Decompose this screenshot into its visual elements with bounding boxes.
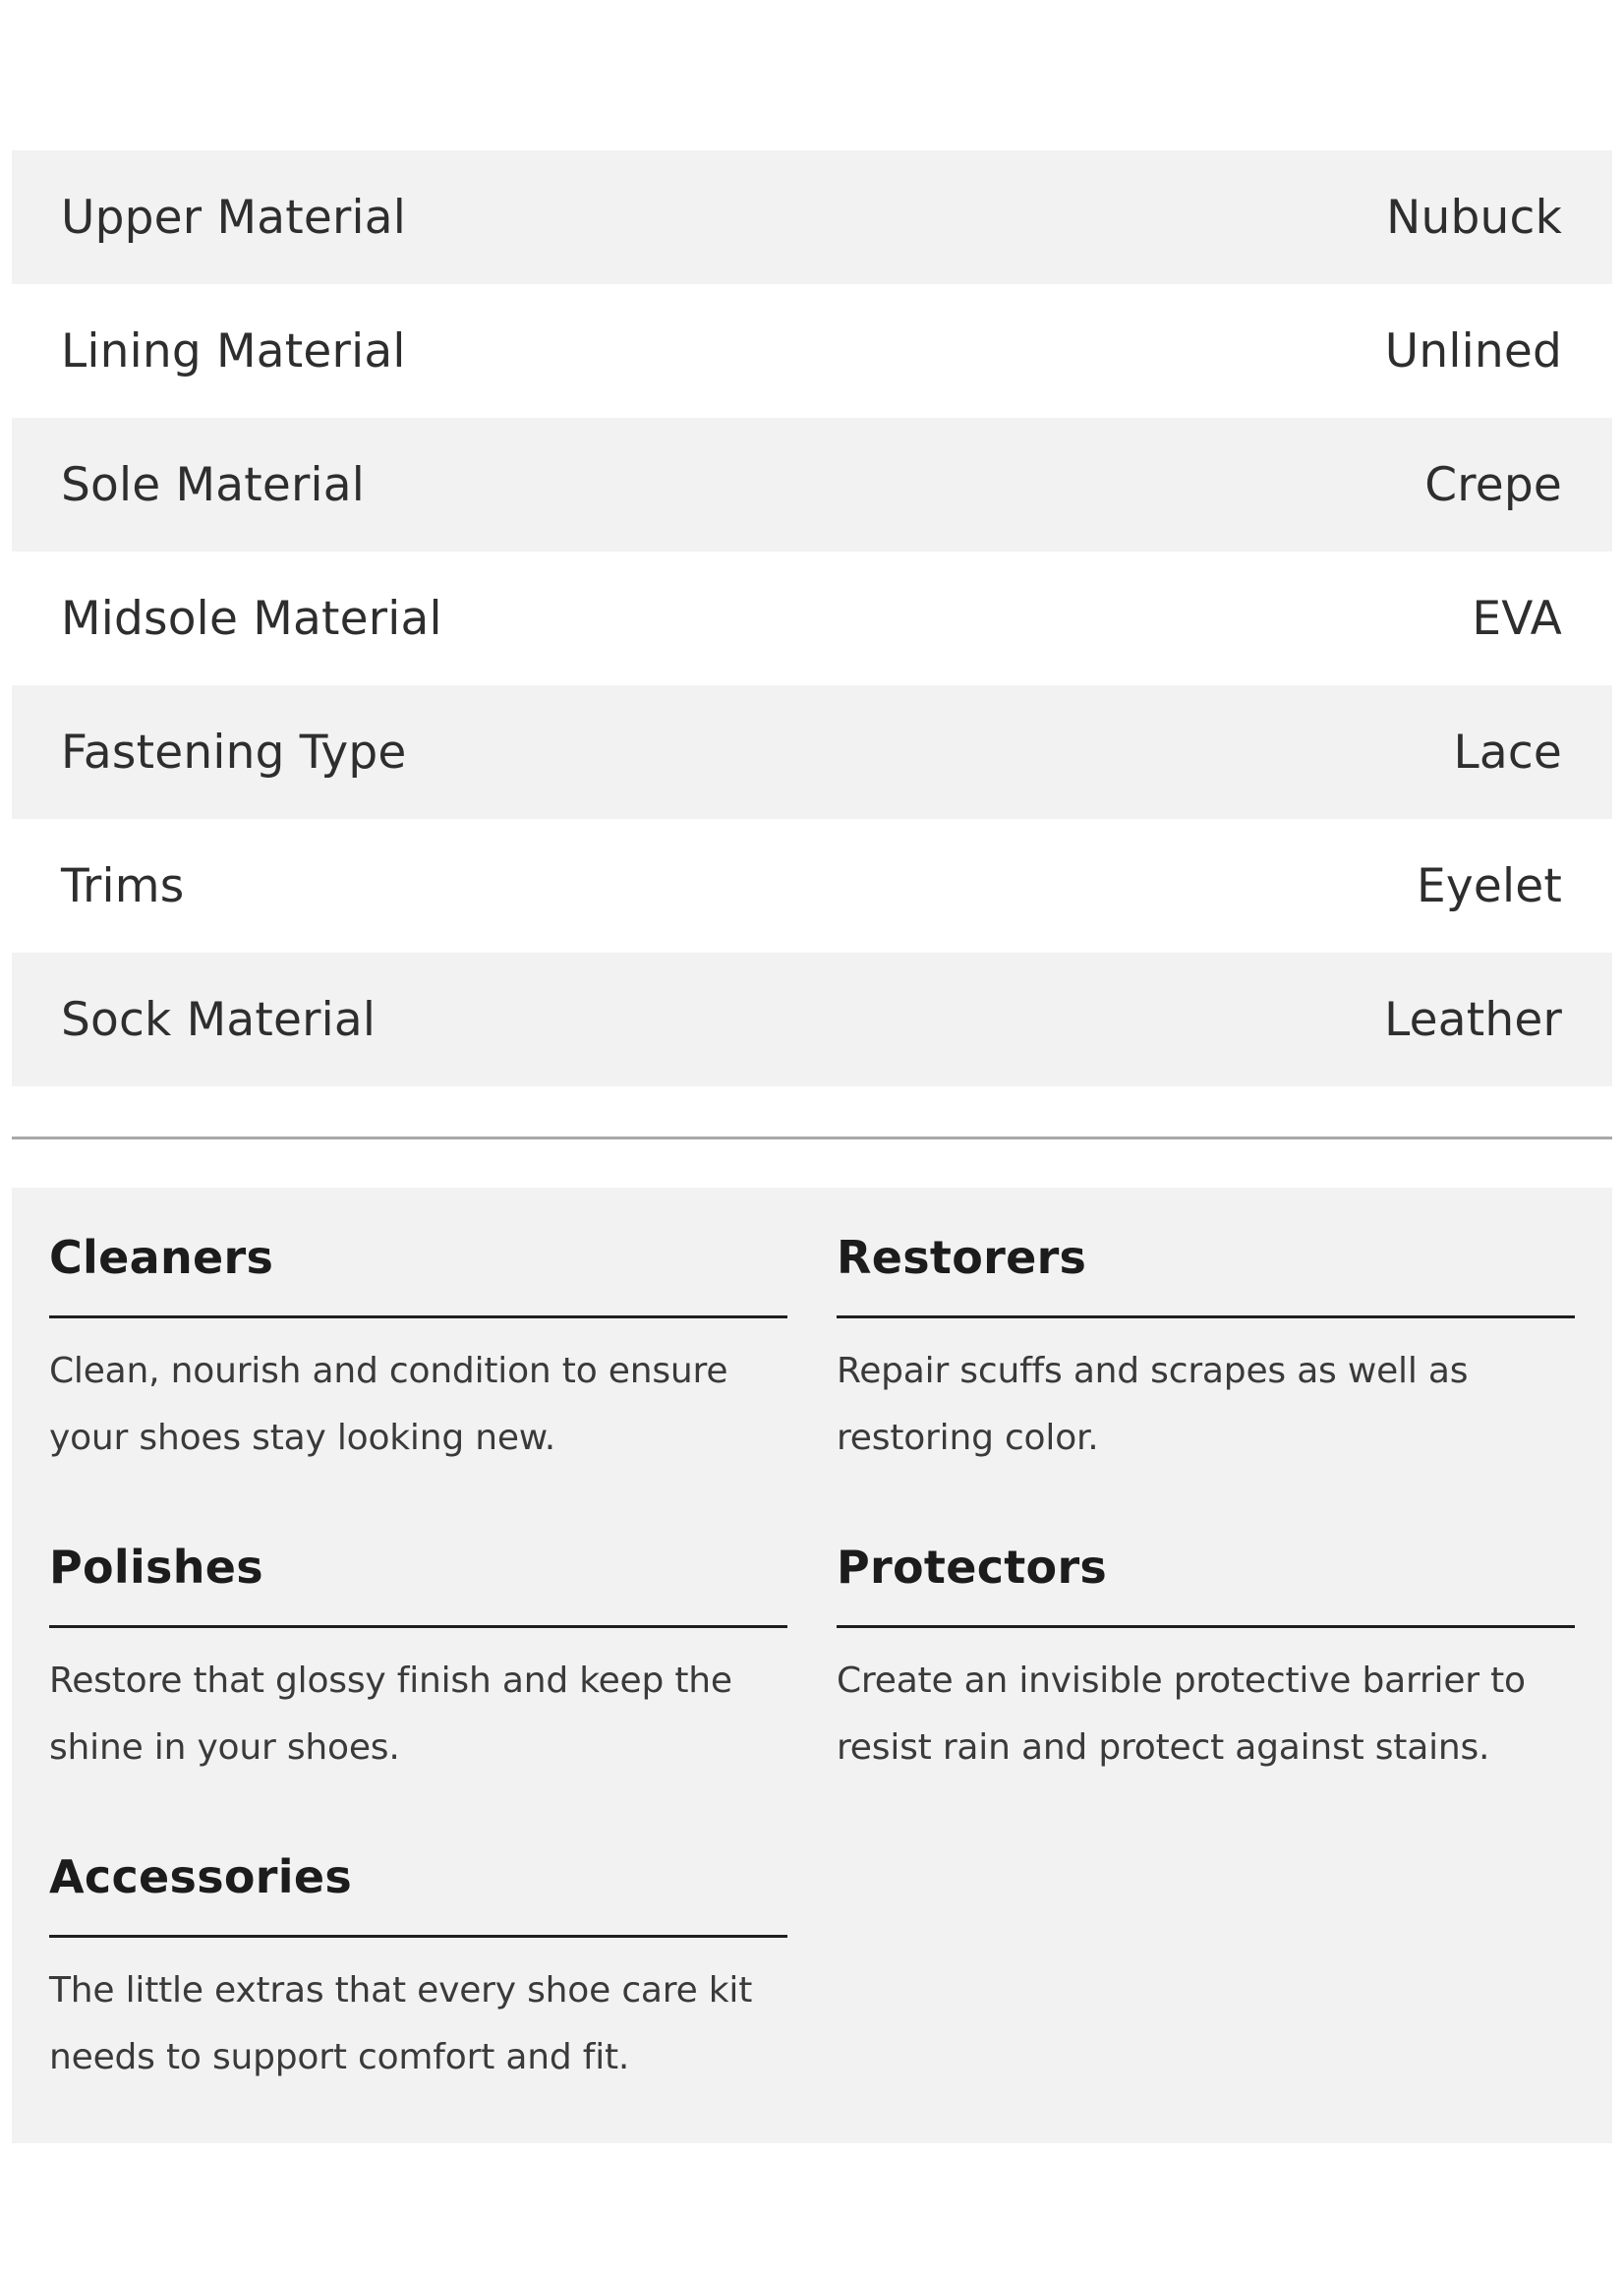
care-item-accessories[interactable] (49, 1850, 787, 2164)
care-title[interactable]: Protectors (837, 1545, 1575, 1628)
shoe-care-grid (49, 1231, 1575, 2164)
care-description: Create an invisible protective barrier to resist rain and protect against stains. (837, 1661, 1526, 1768)
care-description: Clean, nourish and condition to ensure your shoes stay looking new. (49, 1351, 728, 1458)
care-item-cleaners[interactable] (49, 1231, 787, 1545)
care-description: Restore that glossy finish and keep the shine in your shoes. (49, 1661, 732, 1768)
spec-row-fastening-type (12, 685, 1612, 819)
spec-value: EVA (1472, 591, 1562, 646)
spec-row-sock-material (12, 953, 1612, 1086)
care-title[interactable]: Cleaners (49, 1235, 787, 1318)
care-description: Repair scuffs and scrapes as well as restoring color. (837, 1351, 1469, 1458)
shoe-care-panel (12, 1188, 1612, 2143)
care-title[interactable]: Polishes (49, 1545, 787, 1628)
care-item-restorers[interactable] (837, 1231, 1575, 1545)
spec-label: Lining Material (61, 323, 406, 379)
care-item-protectors[interactable] (837, 1541, 1575, 1854)
spec-label: Trims (61, 858, 185, 913)
spec-value: Lace (1453, 725, 1562, 780)
care-description: The little extras that every shoe care kit needs to support comfort and fit. (49, 1970, 753, 2077)
section-divider (12, 1137, 1612, 1139)
spec-label: Sole Material (61, 457, 366, 512)
spec-value: Crepe (1424, 457, 1562, 512)
spec-value: Unlined (1384, 323, 1562, 379)
spec-row-trims (12, 819, 1612, 953)
spec-label: Upper Material (61, 190, 406, 245)
spec-row-upper-material (12, 150, 1612, 284)
spec-row-midsole-material (12, 552, 1612, 685)
spec-row-lining-material (12, 284, 1612, 418)
care-title[interactable]: Accessories (49, 1854, 787, 1938)
spec-label: Fastening Type (61, 725, 407, 780)
spec-value: Eyelet (1416, 858, 1562, 913)
spec-label: Midsole Material (61, 591, 442, 646)
spec-value: Leather (1384, 992, 1562, 1047)
care-title[interactable]: Restorers (837, 1235, 1575, 1318)
spec-table (12, 150, 1612, 1086)
spec-row-sole-material (12, 418, 1612, 552)
product-details (12, 150, 1612, 2143)
spec-label: Sock Material (61, 992, 377, 1047)
care-item-polishes[interactable] (49, 1541, 787, 1854)
spec-value: Nubuck (1386, 190, 1562, 245)
